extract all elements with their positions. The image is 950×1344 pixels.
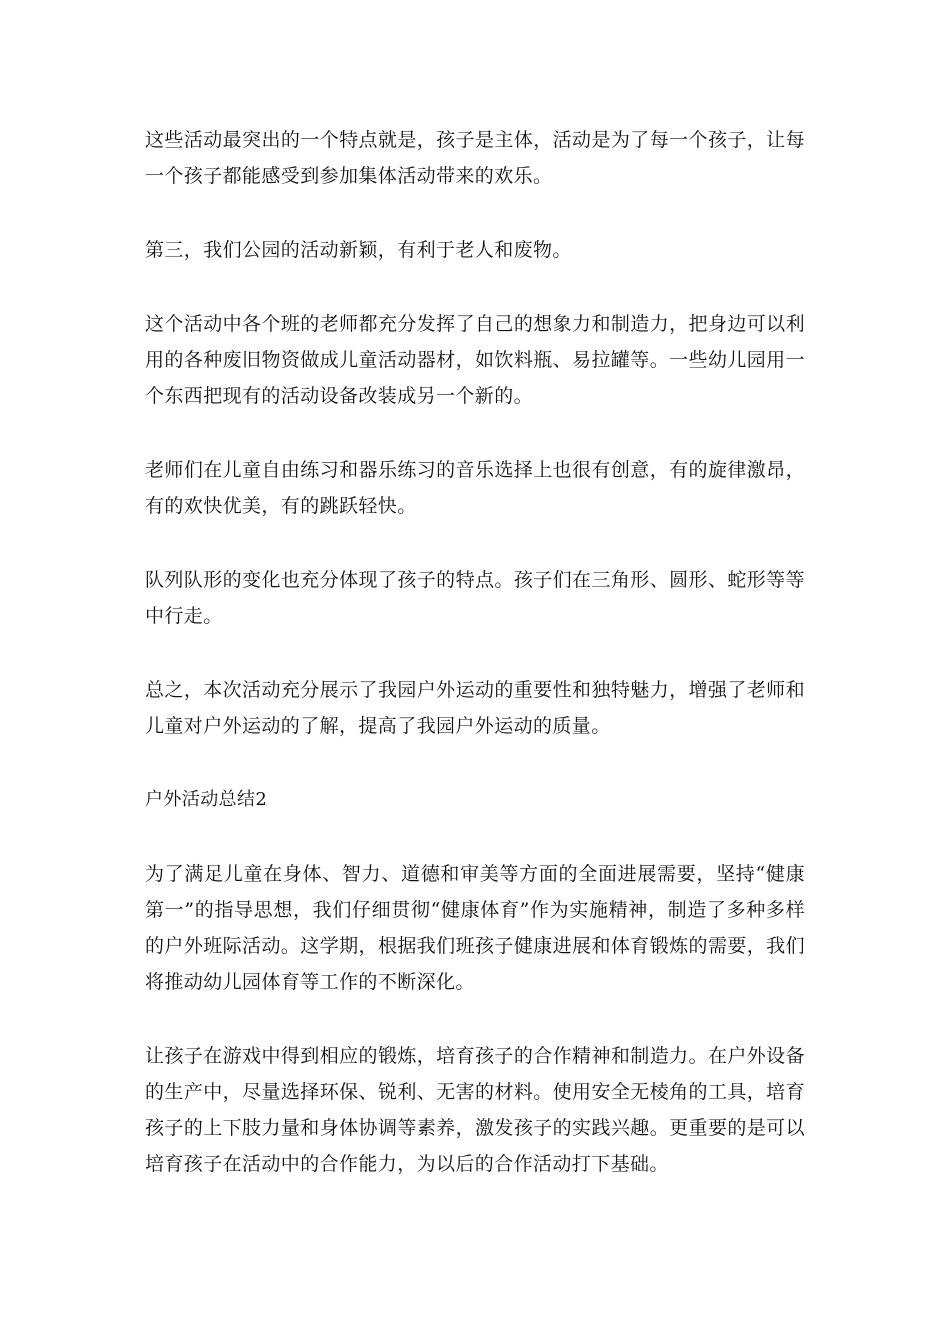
paragraph-2: 第三，我们公园的活动新颖，有利于老人和废物。 — [145, 239, 572, 261]
paragraph-5: 队列队形的变化也充分体现了孩子的特点。孩子们在三角形、圆形、蛇形等等中行走。 — [145, 569, 805, 627]
section-heading: 户外活动总结2 — [145, 789, 268, 810]
paragraph-1: 这些活动最突出的一个特点就是，孩子是主体，活动是为了每一个孩子，让每一个孩子都能感受到参加集体活动带来的欢乐。 — [145, 129, 805, 187]
paragraph-6: 总之，本次活动充分展示了我园户外运动的重要性和独特魅力，增强了老师和儿童对户外运动的了解，提高了我园户外运动的质量。 — [145, 679, 805, 737]
paragraph-4: 老师们在儿童自由练习和器乐练习的音乐选择上也很有创意，有的旋律激昂，有的欢快优美，有的跳跃轻快。 — [145, 459, 805, 517]
section-paragraph-1: 为了满足儿童在身体、智力、道德和审美等方面的全面进展需要，坚持“健康第一”的指导思想，我们仔细贯彻“健康体育”作为实施精神，制造了多种多样的户外班际活动。这学期，根据我们班孩子健康进展和体育锻炼的需要，我们将推动幼儿园体育等工作的不断深化。 — [145, 863, 805, 993]
section-paragraph-2: 让孩子在游戏中得到相应的锻炼，培育孩子的合作精神和制造力。在户外设备的生产中，尽量选择环保、锐利、无害的材料。使用安全无棱角的工具，培育孩子的上下肢力量和身体协调等素养，激发孩子的实践兴趣。更重要的是可以培育孩子在活动中的合作能力，为以后的合作活动打下基础。 — [145, 1045, 805, 1175]
document-body — [145, 122, 805, 1220]
paragraph-3: 这个活动中各个班的老师都充分发挥了自己的想象力和制造力，把身边可以利用的各种废旧物资做成儿童活动器材，如饮料瓶、易拉罐等。一些幼儿园用一个东西把现有的活动设备改装成另一个新的。 — [145, 313, 805, 407]
